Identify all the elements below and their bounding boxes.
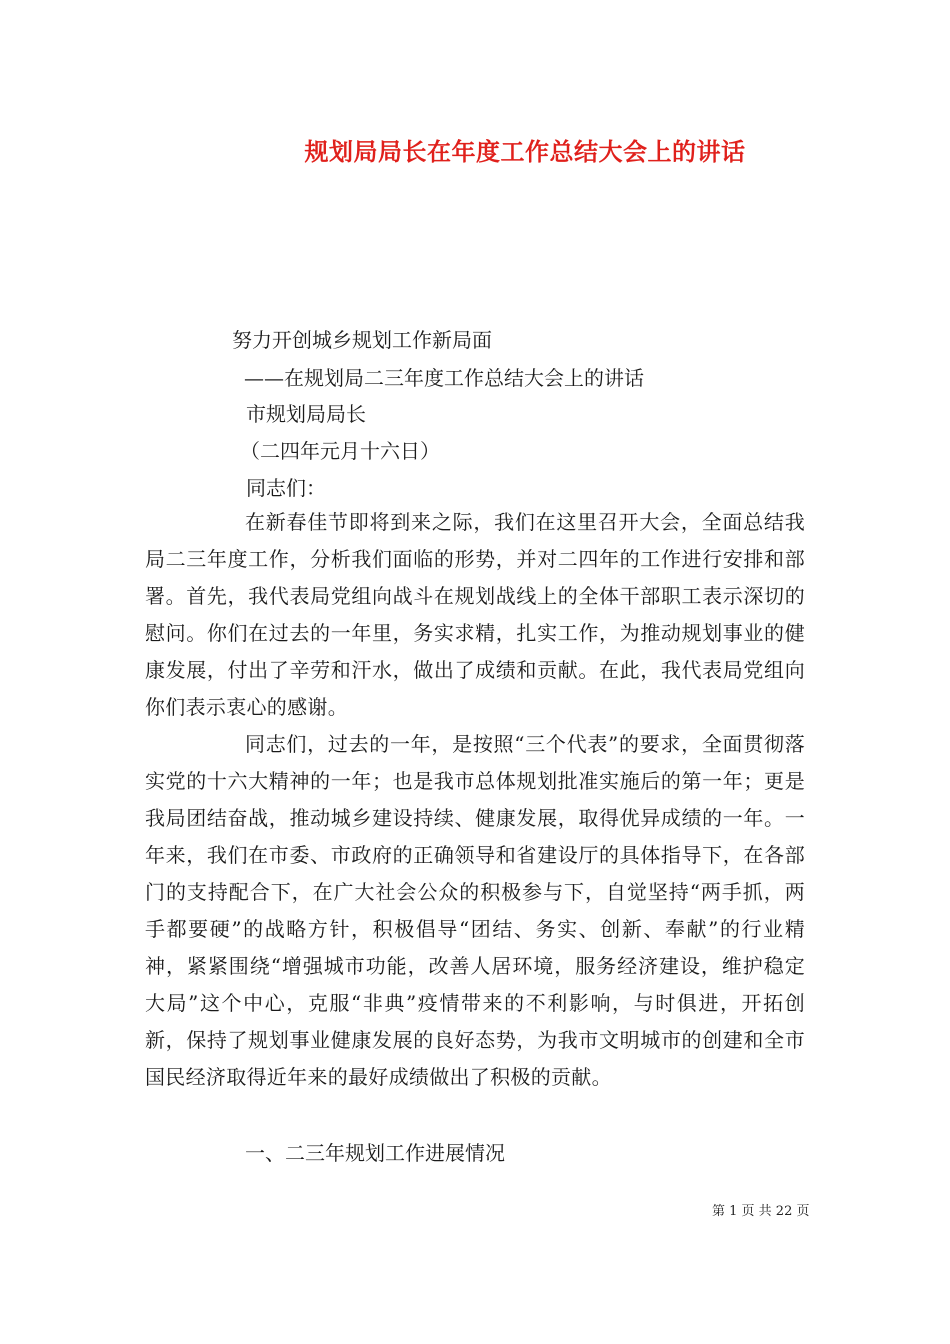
paragraph-review: 同志们，过去的一年，是按照“三个代表”的要求，全面贯彻落实党的十六大精神的一年；也是我市总体规划批准实施后的第一年；更是我局团结奋战，推动城乡建设持续、健康发展，取得优异成绩的一年。一年来，我们在市委、市政府的正确领导和省建设厅的具体指导下，在各部门的支持配合下，在广大社会公众的积极参与下，自觉坚持“两手抓，两手都要硬”的战略方针，积极倡导“团结、务实、创新、奉献”的行业精神，紧紧围绕“增强城市功能，改善人居环境，服务经济建设，维护稳定大局”这个中心，克服“非典”疫情带来的不利影响，与时俱进，开拓创新，保持了规划事业健康发展的良好态势，为我市文明城市的创建和全市国民经济取得近年来的最好成绩做出了积极的贡献。 xyxy=(145,732,805,1089)
date-line: （二四年元月十六日） xyxy=(240,439,440,463)
salutation: 同志们： xyxy=(246,476,326,500)
paragraph-opening: 在新春佳节即将到来之际，我们在这里召开大会，全面总结我局二三年度工作，分析我们面临的形势，并对二四年的工作进行安排和部署。首先，我代表局党组向战斗在规划战线上的全体干部职工表示深切的慰问。你们在过去的一年里，务实求精，扎实工作，为推动规划事业的健康发展，付出了辛劳和汗水，做出了成绩和贡献。在此，我代表局党组向你们表示衷心的感谢。 xyxy=(145,510,805,719)
speaker-line: 市规划局局长 xyxy=(246,402,366,426)
section-heading: 一、二三年规划工作进展情况 xyxy=(245,1141,505,1165)
document-title: 规划局局长在年度工作总结大会上的讲话 xyxy=(304,137,746,166)
speech-title: 努力开创城乡规划工作新局面 xyxy=(232,328,492,352)
speech-subtitle: ——在规划局二三年度工作总结大会上的讲话 xyxy=(244,366,644,390)
page-number: 第 1 页 共 22 页 xyxy=(712,1204,810,1219)
